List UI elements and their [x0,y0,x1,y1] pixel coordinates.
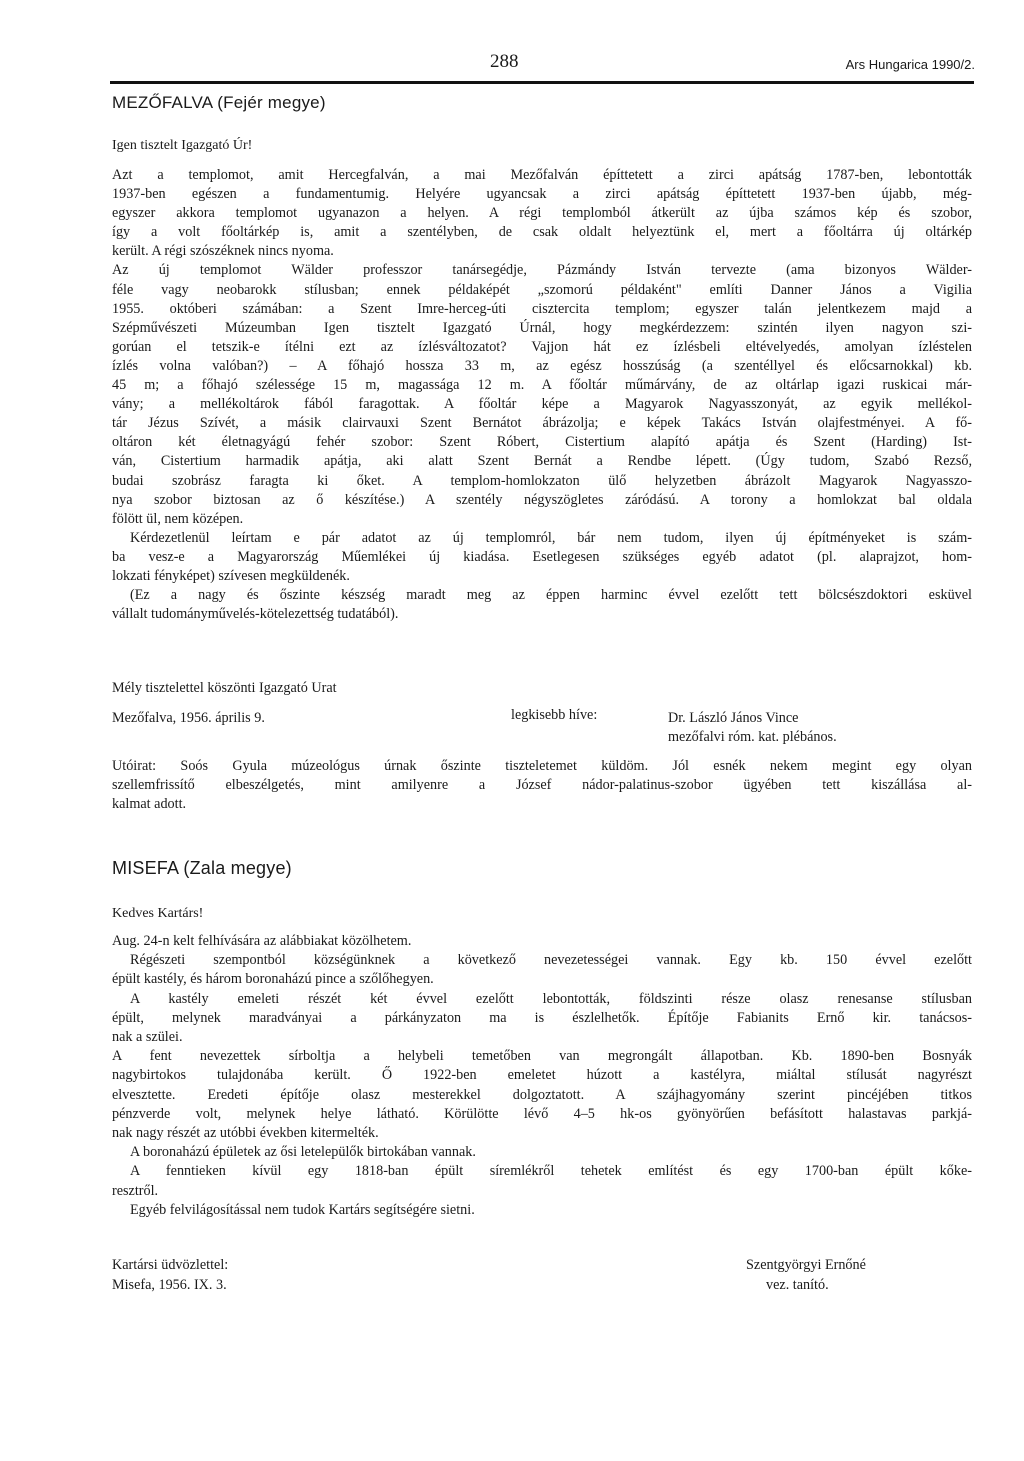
text-line: A boronaházú épületek az ősi letelepülők birtokában vannak. [130,1144,476,1161]
text-line: szellemfrissítő elbeszélgetés, mint amilyenre a József nádor-palatinus-szobor ügyében tett kiszállása al- [112,777,972,794]
text-line: így a volt főoltárkép is, amit a szentélyben, de csak oldalt helyeztünk el, mert a főoltárra új oltárkép [112,224,972,241]
text-line: elvesztette. Eredeti építője olasz mesterekkel dolgoztatott. A szájhagyomány szerint pincéjében titkos [112,1086,972,1103]
sign-label: legkisebb híve: [511,707,598,723]
greeting-2: Kartársi üdvözlettel: [112,1257,229,1273]
text-line: A kastély emeleti részét két évvel ezelőtt lebontották, földszinti része olasz renesanse stílusban [130,990,972,1007]
text-line: 45 m; a főhajó szélessége 15 m, magassága 12 m. A főoltár műmárvány, de az oltárlap igazi ruskicai már- [112,377,972,394]
text-line: (Ez a nagy és őszinte készség maradt meg az éppen harminc évvel ezelőtt tett bölcsészdoktori esküvel [130,587,972,604]
text-line: Az új templomot Wälder professzor tanársegédje, Pázmándy István tervezte (ama bizonyos Wälder- [112,262,972,279]
text-line: Régészeti szempontból községünknek a következő nevezetességei vannak. Egy kb. 150 évvel ezelőtt [130,952,972,969]
text-line: vállalt tudományművelés-kötelezettség tudatából). [112,606,399,623]
text-line: budai szobrász faragta ki őket. A templom-homlokzaton ülő helyzetben ábrázolt Magyarok Nagyasszo- [112,472,972,489]
page-number: 288 [490,51,519,72]
text-line: nak nagy részét az utóbbi években kitermelték. [112,1125,379,1142]
signer-name-1: Dr. László János Vince [668,710,799,726]
text-line: ízlés volna valóban?) – A főhajó hossza 33 m, az egész hosszúság (a szentéllyel és előcsarnokkal) kb. [112,357,972,374]
text-line: Egyéb felvilágosítással nem tudok Kartárs segítségére sietni. [130,1201,475,1218]
section-title-misefa: MISEFA (Zala megye) [112,858,292,878]
place-date-1: Mezőfalva, 1956. április 9. [112,710,265,726]
closing-line: Mély tisztelettel köszönti Igazgató Urat [112,680,337,696]
text-line: pénzverde volt, melynek helye látható. Körülötte lévő 4–5 hk-os gyönyörűen befásított halastavas parkjá- [112,1105,972,1122]
text-line: épült kastély, és három boronaházú pince a szőlőhegyen. [112,971,434,988]
text-line: épült, melynek maradványai a párkányzaton ma is észlelhetők. Építője Fabianits Ernő kir. tanácsos- [112,1009,972,1026]
text-line: fölött ül, nem középen. [112,510,244,527]
text-line: A fent nevezettek sírboltja a helybeli temetőben van megrongált állapotban. Kb. 1890-ben Bosnyák [112,1048,972,1065]
postscript [112,757,972,814]
signer-name-2: Szentgyörgyi Ernőné [746,1257,866,1273]
signer-title-1: mezőfalvi róm. kat. plébános. [668,729,837,745]
letter-body-2 [112,932,972,1220]
text-line: Aug. 24-n kelt felhívására az alábbiakat közölhetem. [112,933,412,949]
letter-body-1 [112,166,972,624]
text-line: 1955. októberi számában: a Szent Imre-herceg-úti cisztercita templom; egyszer talán jelentkezem majd a [112,300,972,317]
salutation-1: Igen tisztelt Igazgató Úr! [112,138,253,153]
text-line: oltáron két életnagyágú fehér szobor: Szent Róbert, Cistertium alapító apátja és Szent (Harding) Ist- [112,434,972,451]
text-line: Kérdezetlenül leírtam e pár adatot az új templomról, bár nem tudom, ilyen új építményeket is szám- [130,529,972,546]
text-line: kalmat adott. [112,796,187,813]
text-line: nya szobor biztosan az ő készítése.) A szentély négyszögletes záródású. A torony a homlokzat bal oldala [112,491,972,508]
text-line: A fenntieken kívül egy 1818-ban épült síremlékről tehetek említést és egy 1700-ban épült kőke- [130,1163,972,1180]
signer-title-2: vez. tanító. [766,1277,829,1293]
text-line: féle vagy neobarokk stílusban; ennek példaképét „szomorú példaként" említi Danner János a Vigilia [112,281,972,298]
text-line: ba vesz-e a Magyarország Műemlékei új kiadása. Esetlegesen szükséges egyéb adatot (pl. alaprajzot, hom- [112,548,972,565]
place-date-2: Misefa, 1956. IX. 3. [112,1277,227,1293]
text-line: gorúan el tetszik-e ítélni ezt az ízlésváltozatot? Vajjon hát ez ízlésbeli eltévelyedés, amolyan ízléstelen [112,338,972,355]
text-line: került. A régi szószéknek nincs nyoma. [112,243,334,260]
text-line: tár Jézus Szívét, a másik clairvauxi Szent Bernátot ábrázolja; e képek Takács István olajfestményei. A fő- [112,415,972,432]
text-line: Utóirat: Soós Gyula múzeológus úrnak őszinte tiszteletemet küldöm. Jól esnék nekem megint egy olyan [112,758,972,774]
text-line: egyszer akkora templomot ugyanazon a helyen. A régi templomból átkerült az újba számos kép és szobor, [112,205,972,222]
header-rule [110,81,974,84]
text-line: Szépművészeti Múzeumban Igen tisztelt Igazgató Úrnál, hogy megkérdezzem: szintén ilyen nagyon szi- [112,319,972,336]
text-line: 1937-ben egészen a fundamentumig. Helyére ugyancsak a zirci apátság építtetett 1937-ben újabb, még- [112,186,972,203]
text-line: nak a szülei. [112,1029,183,1046]
section-title-mezofalva: MEZŐFALVA (Fejér megye) [112,93,326,112]
text-line: resztről. [112,1182,159,1199]
text-line: vány; a mellékoltárok fából faragottak. A főoltár képe a Magyarok Nagyasszonyát, az egyik mellékol- [112,396,972,413]
text-line: lokzati fényképet) szívesen megküldenék. [112,567,350,584]
text-line: ván, Cistertium harmadik apátja, aki alatt Szent Bernát a Rendbe lépett. (Úgy tudom, Szabó Rezső, [112,453,972,470]
text-line: nagybirtokos tulajdonába került. Ő 1922-ben emeletet húzott a kastélyra, miáltal stílusát nagyrészt [112,1067,972,1084]
text-line: Azt a templomot, amit Hercegfalván, a mai Mezőfalván építtetett a zirci apátság 1787-ben, lebontották [112,167,972,183]
journal-title: Ars Hungarica 1990/2. [845,57,975,72]
salutation-2: Kedves Kartárs! [112,906,204,921]
